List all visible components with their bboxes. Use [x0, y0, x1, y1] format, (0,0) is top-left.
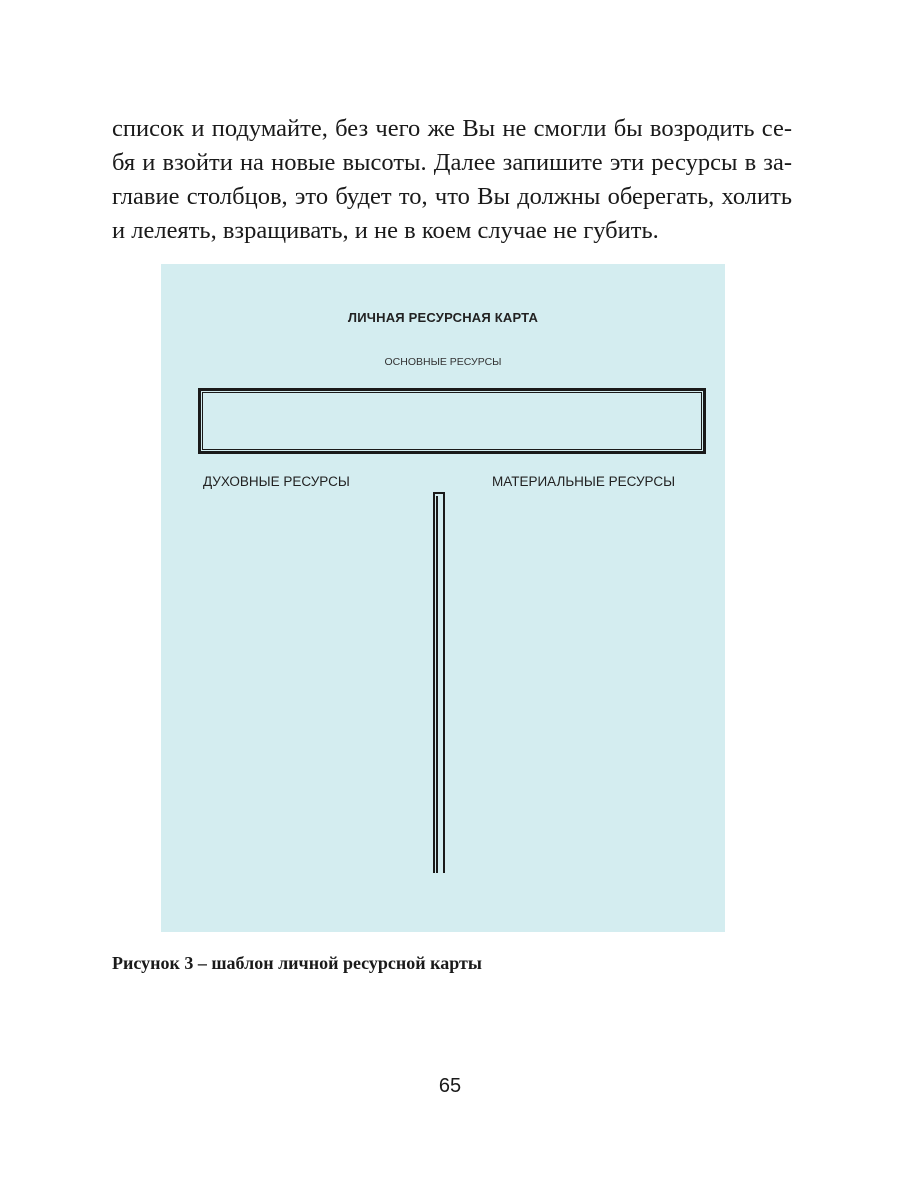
page-number: 65 [438, 1075, 462, 1097]
figure-caption: Рисунок 3 – шаблон личной ресурсной карты [112, 953, 482, 973]
resource-map-figure [161, 264, 725, 932]
paragraph-line: бя и взойти на новые высоты. Далее запишите эти ресурсы в за- [112, 149, 792, 176]
main-resources-label: ОСНОВНЫЕ РЕСУРСЫ [384, 356, 502, 368]
paragraph-line: список и подумайте, без чего же Вы не смогли бы возродить се- [112, 115, 792, 142]
material-resources-label: МАТЕРИАЛЬНЫЕ РЕСУРСЫ [492, 474, 676, 489]
paragraph-line: главие столбцов, это будет то, что Вы должны оберегать, холить [112, 183, 792, 210]
figure-title: ЛИЧНАЯ РЕСУРСНАЯ КАРТА [347, 310, 539, 325]
column-divider [433, 492, 445, 873]
spiritual-resources-label: ДУХОВНЫЕ РЕСУРСЫ [203, 474, 350, 489]
body-paragraph [112, 112, 792, 248]
paragraph-line: и лелеять, взращивать, и не в коем случае не губить. [112, 217, 659, 244]
main-resources-box [198, 388, 706, 454]
